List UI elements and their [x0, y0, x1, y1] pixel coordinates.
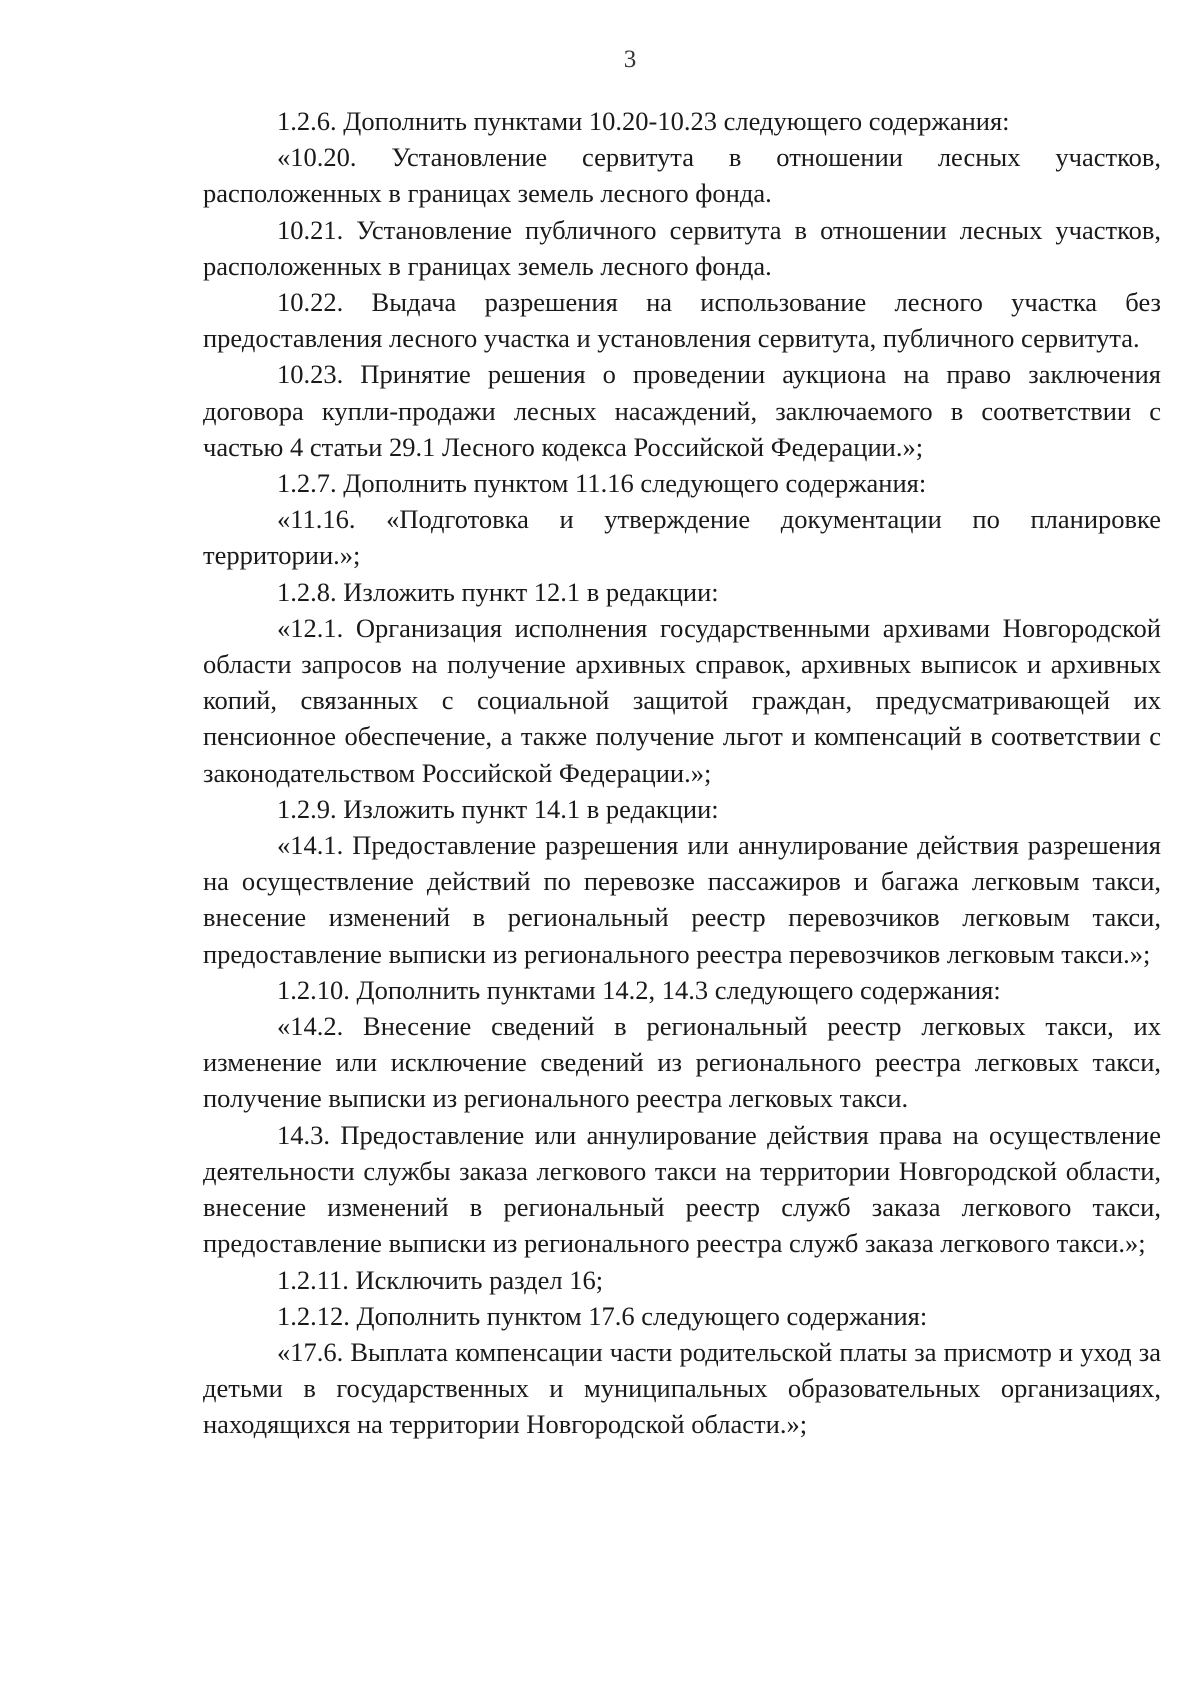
paragraph-1-2-10: 1.2.10. Дополнить пунктами 14.2, 14.3 следующего содержания:: [277, 974, 1001, 1005]
paragraph-10-21: 10.21. Установление публичного сервитута в отношении лесных участков, расположенных в границах земель лесного фонда.: [203, 214, 1161, 281]
paragraph-1-2-7: 1.2.7. Дополнить пунктом 11.16 следующего содержания:: [277, 468, 927, 499]
paragraph-14-1: «14.1. Предоставление разрешения или аннулирование действия разрешения на осуществление действий по перевозке пассажиров и багажа легковым такси, внесение изменений в региональный реестр перевозчиков легковым такси, предоставление выписки из регионального реестра перевозчиков легковым такси.»;: [203, 830, 1161, 969]
document-body: [203, 103, 1161, 1443]
paragraph-11-16: «11.16. «Подготовка и утверждение документации по планировке территории.»;: [203, 504, 1161, 571]
paragraph-10-22: 10.22. Выдача разрешения на использование лесного участка без предоставления лесного участка и установления сервитута, публичного сервитута.: [203, 287, 1161, 354]
paragraph-14-3: 14.3. Предоставление или аннулирование действия права на осуществление деятельности службы заказа легкового такси на территории Новгородской области, внесение изменений в региональный реестр служб заказа легкового такси, предоставление выписки из регионального реестра служб заказа легкового такси.»;: [203, 1119, 1161, 1259]
paragraph-1-2-12: 1.2.12. Дополнить пунктом 17.6 следующего содержания:: [277, 1300, 928, 1331]
paragraph-1-2-11: 1.2.11. Исключить раздел 16;: [277, 1264, 604, 1295]
paragraph-1-2-9: 1.2.9. Изложить пункт 14.1 в редакции:: [277, 793, 719, 824]
paragraph-1-2-6: 1.2.6. Дополнить пунктами 10.20-10.23 следующего содержания:: [277, 106, 1010, 136]
paragraph-17-6: «17.6. Выплата компенсации части родительской платы за присмотр и уход за детьми в государственных и муниципальных образовательных организациях, находящихся на территории Новгородской области.»;: [203, 1336, 1161, 1440]
paragraph-12-1: «12.1. Организация исполнения государственными архивами Новгородской области запросов на получение архивных справок, архивных выписок и архивных копий, связанных с социальной защитой граждан, предусматривающей их пенсионное обеспечение, а также получение льгот и компенсаций в соответствии с законодательством Российской Федерации.»;: [203, 612, 1161, 788]
paragraph-10-23: 10.23. Принятие решения о проведении аукциона на право заключения договора купли-продажи лесных насаждений, заключаемого в соответствии с частью 4 статьи 29.1 Лесного кодекса Российской Федерации.»;: [203, 359, 1161, 462]
paragraph-14-2: «14.2. Внесение сведений в региональный реестр легковых такси, их изменение или исключение сведений из регионального реестра легковых такси, получение выписки из регионального реестра легковых такси.: [203, 1011, 1161, 1114]
paragraph-10-20: «10.20. Установление сервитута в отношении лесных участков, расположенных в границах земель лесного фонда.: [203, 142, 1161, 209]
paragraph-1-2-8: 1.2.8. Изложить пункт 12.1 в редакции:: [277, 576, 719, 607]
page-number: 3: [623, 46, 637, 73]
